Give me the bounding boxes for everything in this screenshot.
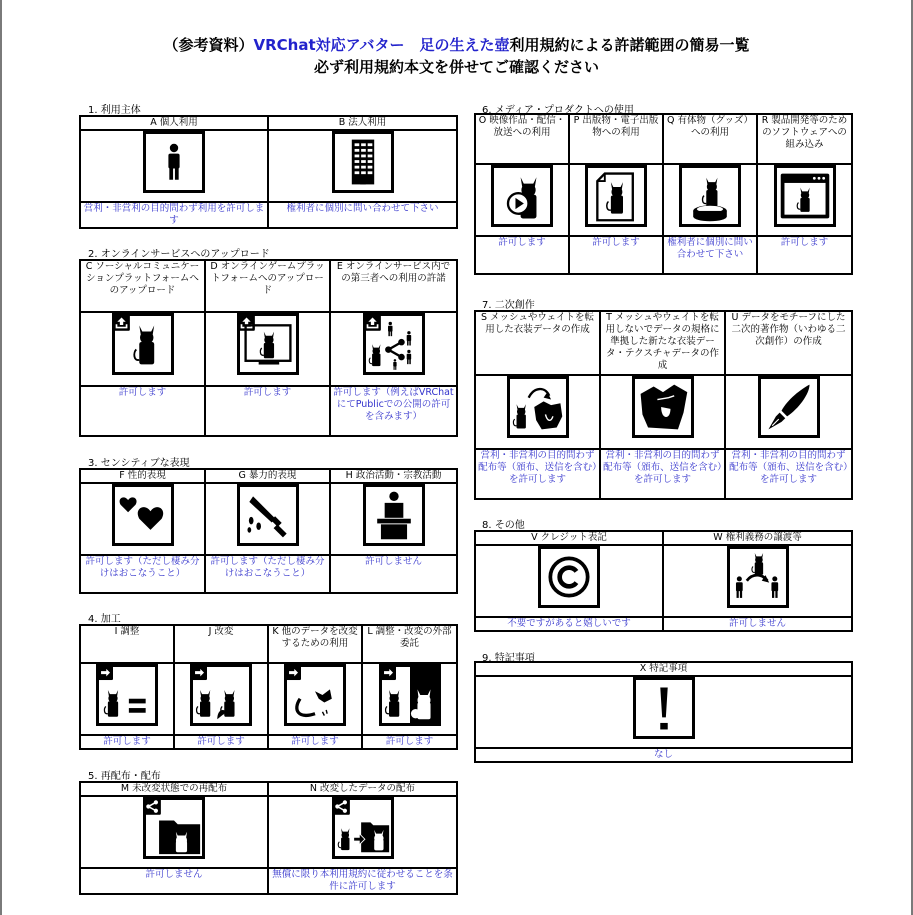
header-clothes-from-mesh: S メッシュやウェイトを転用した衣装データの作成	[475, 311, 600, 375]
copyright-icon	[538, 546, 600, 608]
result-special-notes: なし	[475, 748, 852, 762]
result-modification: 許可します	[174, 735, 268, 749]
page-edge-left	[0, 0, 2, 915]
title-avatar-name: VRChat対応アバター 足の生えた壺	[253, 36, 510, 54]
section-table-sensitive-expression	[79, 468, 458, 594]
section-label-special-notes: 9. 特記事項	[482, 653, 535, 664]
section-label-online-upload: 2. オンラインサービスへのアップロード	[88, 249, 270, 260]
result-outsourcing: 許可します	[362, 735, 457, 749]
result-third-party-license: 許可します（例えばVRChatにてPublicでの公開の許可を含みます）	[330, 386, 457, 436]
header-political-religious: H 政治活動・宗教活動	[330, 469, 457, 483]
clothes-icon	[632, 376, 694, 438]
video-play-icon	[491, 165, 553, 227]
header-special-notes: X 特記事項	[475, 662, 852, 676]
result-political-religious: 許可しません	[330, 555, 457, 593]
header-new-clothes-texture: T メッシュやウェイトを転用しないでデータの規格に準拠した新たな衣装データ・テクスチャデータの作成	[600, 311, 725, 375]
pen-nib-icon	[758, 376, 820, 438]
document-subtitle: 必ず利用規約本文を併せてご確認ください	[313, 58, 599, 76]
result-game-upload: 許可します	[205, 386, 330, 436]
section-label-usage-subject: 1. 利用主体	[88, 105, 141, 116]
section-table-derivative-works	[474, 310, 853, 500]
section-table-media-products	[474, 113, 853, 275]
result-sexual-expression: 許可します（ただし棲み分けはおこなうこと）	[80, 555, 205, 593]
header-corporate-use: B 法人利用	[268, 116, 457, 130]
header-modified-distribution: N 改変したデータの配布	[268, 782, 457, 796]
header-goods: Q 有体物（グッズ）への利用	[663, 114, 757, 164]
figure-goods-icon	[679, 165, 741, 227]
header-unmodified-redistribution: M 未改変状態での再配布	[80, 782, 268, 796]
title-prefix: （参考資料）	[163, 36, 254, 54]
share-folder-icon	[143, 797, 205, 859]
header-modification: J 改変	[174, 625, 268, 663]
software-window-icon	[774, 165, 836, 227]
section-table-special-notes	[474, 661, 853, 763]
upload-game-monitor-icon	[237, 313, 299, 375]
upload-avatar-icon	[112, 313, 174, 375]
knife-blood-icon	[237, 484, 299, 546]
section-label-derivative-works: 7. 二次創作	[482, 300, 535, 311]
header-publication: P 出版物・電子出版物への利用	[569, 114, 663, 164]
modify-avatar-icon	[190, 664, 252, 726]
result-clothes-from-mesh: 営利・非営利の目的問わず配布等（頒布、送信を含む）を許可します	[475, 449, 600, 499]
result-violent-expression: 許可します（ただし棲み分けはおこなうこと）	[205, 555, 330, 593]
section-table-other	[474, 530, 853, 632]
section-label-processing: 4. 加工	[88, 614, 121, 625]
result-goods: 権利者に個別に問い合わせて下さい	[663, 236, 757, 274]
header-video-broadcast: O 映像作品・配信・放送への利用	[475, 114, 569, 164]
result-unmodified-redistribution: 許可しません	[80, 868, 268, 894]
title-suffix: 利用規約による許諾範囲の簡易一覧	[509, 36, 750, 54]
result-reuse-for-other-data: 許可します	[268, 735, 362, 749]
section-table-redistribution	[79, 781, 458, 895]
header-third-party-license: E オンラインサービス内での第三者への利用の許諾	[330, 260, 457, 312]
result-adjustment: 許可します	[80, 735, 174, 749]
header-social-upload: C ソーシャルコミュニケーションプラットフォームへのアップロード	[80, 260, 205, 312]
result-personal-use: 営利・非営利の目的問わず利用を許可します	[80, 202, 268, 228]
upload-share-users-icon	[363, 313, 425, 375]
outsource-icon	[379, 664, 441, 726]
header-credit-notation: V クレジット表記	[475, 531, 663, 545]
result-publication: 許可します	[569, 236, 663, 274]
header-rights-transfer: W 権利義務の譲渡等	[663, 531, 852, 545]
header-violent-expression: G 暴力的表現	[205, 469, 330, 483]
result-social-upload: 許可します	[80, 386, 205, 436]
section-label-redistribution: 5. 再配布・配布	[88, 771, 161, 782]
result-video-broadcast: 許可します	[475, 236, 569, 274]
section-table-processing	[79, 624, 458, 750]
section-label-media-products: 6. メディア・プロダクトへの使用	[482, 105, 634, 116]
result-modified-distribution: 無償に限り本利用規約に従わせることを条件に許可します	[268, 868, 457, 894]
exclamation-icon	[633, 677, 695, 739]
result-credit-notation: 不要ですがあると嬉しいです	[475, 617, 663, 631]
header-adjustment: I 調整	[80, 625, 174, 663]
header-reuse-for-other-data: K 他のデータを改変するための利用	[268, 625, 362, 663]
person-icon	[143, 131, 205, 193]
header-fan-works: U データをモチーフにした二次的著作物（いわゆる二次創作）の作成	[725, 311, 852, 375]
result-new-clothes-texture: 営利・非営利の目的問わず配布等（頒布、送信を含む）を許可します	[600, 449, 725, 499]
header-software-embedding: R 製品開発等のためのソフトウェアへの組み込み	[757, 114, 852, 164]
document-avatar-icon	[585, 165, 647, 227]
hearts-icon	[112, 484, 174, 546]
section-label-sensitive-expression: 3. センシティブな表現	[88, 458, 190, 469]
document-title	[0, 34, 913, 55]
result-rights-transfer: 許可しません	[663, 617, 852, 631]
result-fan-works: 営利・非営利の目的問わず配布等（頒布、送信を含む）を許可します	[725, 449, 852, 499]
section-label-other: 8. その他	[482, 520, 525, 531]
section-table-usage-subject	[79, 115, 458, 229]
building-icon	[332, 131, 394, 193]
adjust-equal-icon	[96, 664, 158, 726]
avatar-to-clothes-icon	[507, 376, 569, 438]
podium-speaker-icon	[363, 484, 425, 546]
header-personal-use: A 個人利用	[80, 116, 268, 130]
header-game-upload: D オンラインゲームプラットフォームへのアップロード	[205, 260, 330, 312]
transfer-rights-icon	[727, 546, 789, 608]
result-software-embedding: 許可します	[757, 236, 852, 274]
header-outsourcing: L 調整・改変の外部委託	[362, 625, 457, 663]
result-corporate-use: 権利者に個別に問い合わせて下さい	[268, 202, 457, 228]
share-modified-icon	[332, 797, 394, 859]
header-sexual-expression: F 性的表現	[80, 469, 205, 483]
parts-reuse-icon	[284, 664, 346, 726]
section-table-online-upload	[79, 259, 458, 437]
